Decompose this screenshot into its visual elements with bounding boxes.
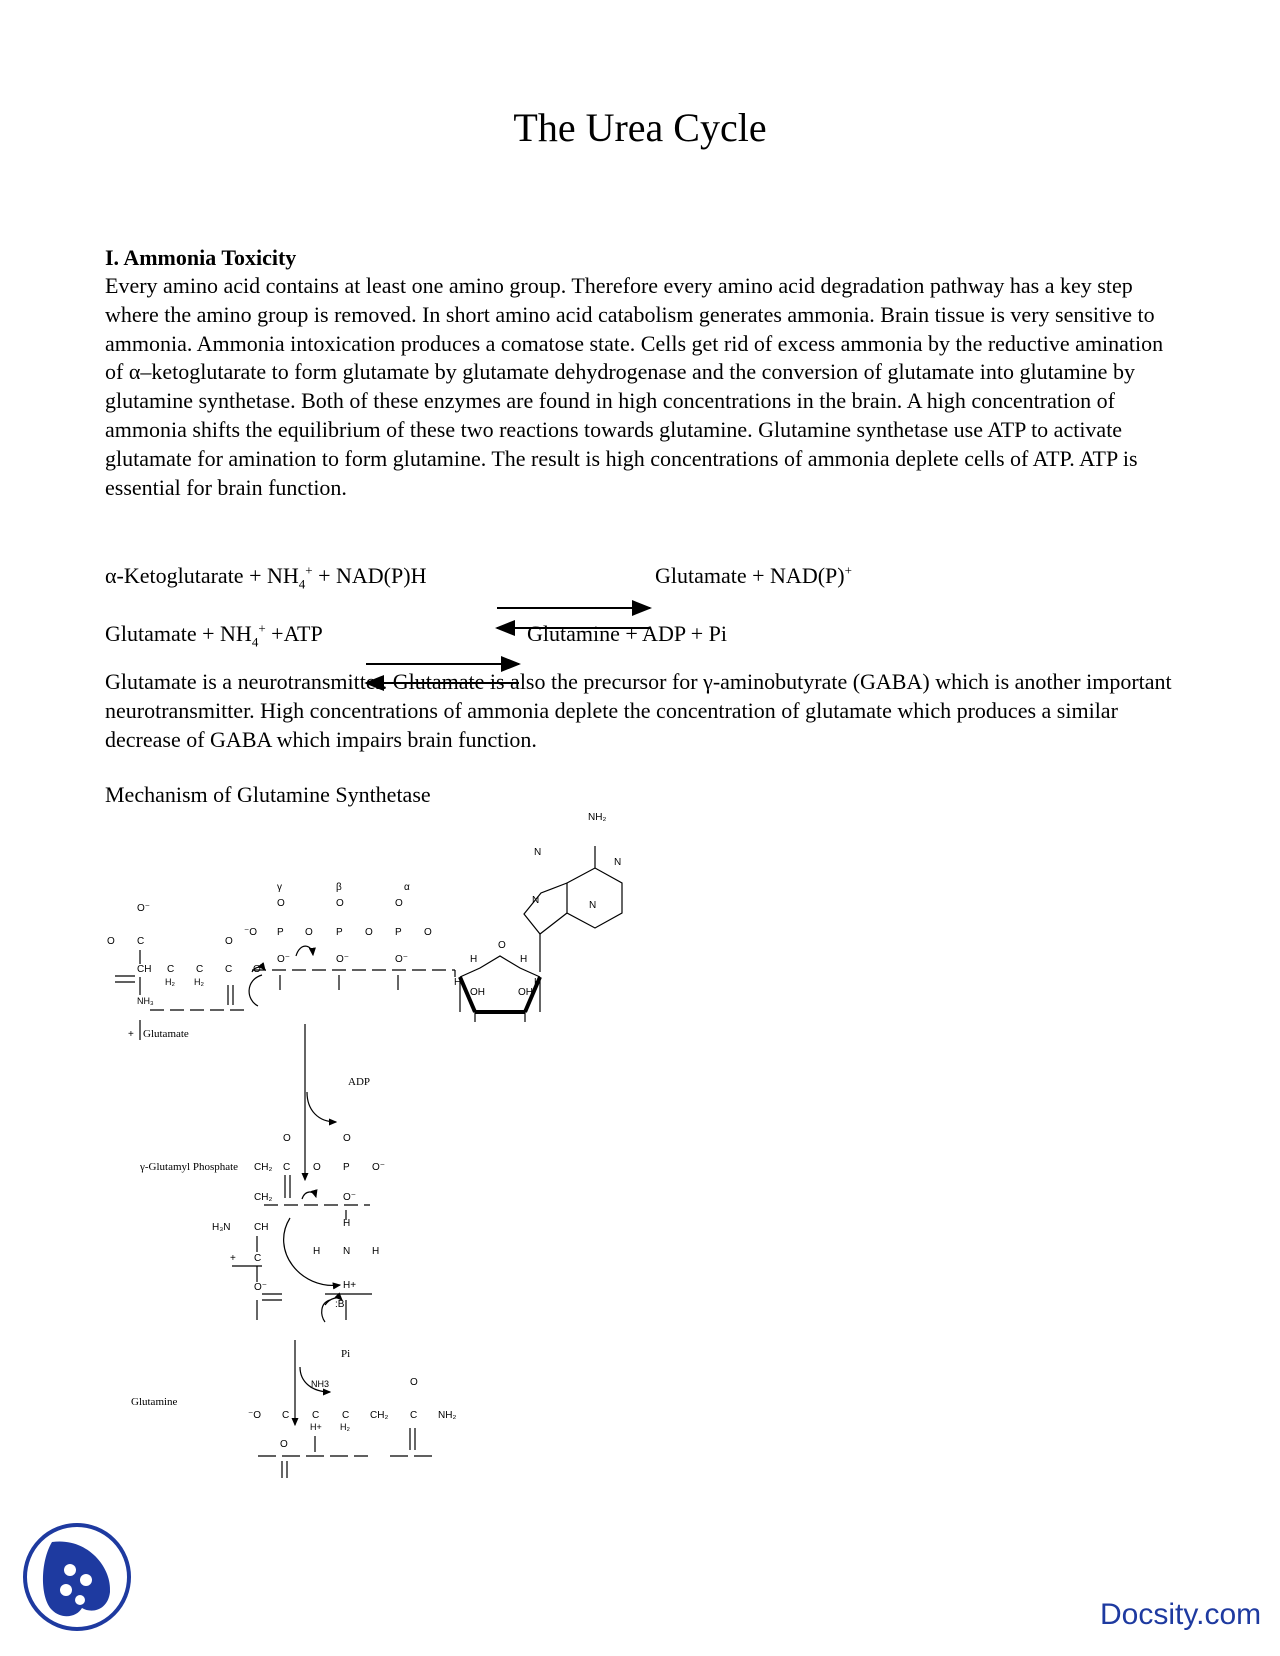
svg-text:H: H xyxy=(470,954,478,965)
equation-2-right: Glutamine + ADP + Pi xyxy=(527,621,728,646)
svg-text:P: P xyxy=(395,927,402,938)
svg-text:O⁻: O⁻ xyxy=(137,903,151,914)
svg-text:H: H xyxy=(372,1246,380,1257)
svg-text:O⁻: O⁻ xyxy=(343,1192,357,1203)
svg-text:O: O xyxy=(305,927,313,938)
label-base: :B xyxy=(335,1299,345,1310)
svg-text:O: O xyxy=(336,898,344,909)
svg-text:N: N xyxy=(589,900,597,911)
svg-text:CH₂: CH₂ xyxy=(254,1162,273,1173)
svg-text:O: O xyxy=(313,1162,321,1173)
svg-text:N: N xyxy=(343,1246,351,1257)
svg-text:O: O xyxy=(107,936,115,947)
equation-2-left: Glutamate + $NH_4^+ +ATP$ xyxy=(105,620,323,650)
label-beta: β xyxy=(336,882,342,893)
svg-text:C: C xyxy=(282,1410,290,1421)
svg-text:N: N xyxy=(614,857,622,868)
svg-text:CH₂: CH₂ xyxy=(254,1192,273,1203)
svg-text:O: O xyxy=(395,898,403,909)
svg-text:OH: OH xyxy=(470,987,485,998)
svg-text:H: H xyxy=(520,954,528,965)
svg-text:P: P xyxy=(343,1162,350,1173)
equation-1-right: Glutamate + NAD(P)+ xyxy=(655,562,852,588)
svg-text:H₂: H₂ xyxy=(165,977,175,987)
svg-text:P: P xyxy=(336,927,343,938)
svg-text:C: C xyxy=(196,964,204,975)
svg-text:C: C xyxy=(410,1410,418,1421)
svg-text:H: H xyxy=(343,1218,351,1229)
svg-text:O: O xyxy=(280,1439,288,1450)
svg-text:O: O xyxy=(343,1133,351,1144)
svg-text:O⁻: O⁻ xyxy=(277,954,291,965)
svg-text:O⁻: O⁻ xyxy=(336,954,350,965)
svg-text:CH: CH xyxy=(137,964,152,975)
svg-text:O: O xyxy=(365,927,373,938)
svg-text:O: O xyxy=(253,964,261,975)
svg-text:O: O xyxy=(283,1133,291,1144)
svg-text:O: O xyxy=(410,1377,418,1388)
svg-text:C: C xyxy=(283,1162,291,1173)
mechanism-heading: Mechanism of Glutamine Synthetase xyxy=(105,782,431,807)
paragraph-glutamate-neurotransmitter: Glutamate is a neurotransmitter. Glutamate is also the precursor for γ-aminobutyrate (GABA) which is another important neurotransmitter. High concentrations of ammonia deplete the concentration of glutamate which produces a similar decrease of GABA which impairs brain function. xyxy=(105,669,1172,752)
svg-text:C: C xyxy=(312,1410,320,1421)
svg-text:H+: H+ xyxy=(310,1422,322,1432)
svg-text:CH: CH xyxy=(254,1222,269,1233)
svg-text:⁻O: ⁻O xyxy=(244,927,258,938)
svg-text:C: C xyxy=(254,1253,262,1264)
paragraph-ammonia-toxicity: Every amino acid contains at least one amino group. Therefore every amino acid degradation pathway has a key step where the amino group is removed. In short amino acid catabolism generates ammonia. Brain tissue is very sensitive to ammonia. Ammonia intoxication produces a comatose state. Cells get rid of excess ammonia by the reductive amination of α–ketoglutarate to form glutamate by glutamate dehydrogenase and the conversion of glutamate into glutamine by glutamine synthetase. Both of these enzymes are found in high concentrations in the brain. A high concentration of ammonia shifts the equilibrium of these two reactions towards glutamine. Glutamine synthetase use ATP to activate glutamate for amination to form glutamine. The result is high concentrations of ammonia deplete cells of ATP. ATP is essential for brain function. xyxy=(105,273,1164,500)
svg-text:O: O xyxy=(498,940,506,951)
docsity-brand-text[interactable]: Docsity.com xyxy=(1100,1598,1262,1631)
label-gamma: γ xyxy=(277,882,282,893)
svg-text:NH₂: NH₂ xyxy=(438,1410,457,1421)
svg-text:H₃N: H₃N xyxy=(212,1222,231,1233)
svg-text:OH: OH xyxy=(518,987,533,998)
label-glutamyl-phosphate: γ-Glutamyl Phosphate xyxy=(140,1161,239,1173)
svg-text:+: + xyxy=(230,1253,236,1264)
svg-text:N: N xyxy=(534,847,542,858)
svg-text:H+: H+ xyxy=(343,1280,357,1291)
svg-text:N: N xyxy=(532,895,540,906)
svg-text:H: H xyxy=(454,977,462,988)
svg-text:O⁻: O⁻ xyxy=(254,1282,268,1293)
adenine-ring xyxy=(524,846,622,972)
svg-text:C: C xyxy=(137,936,145,947)
equation-1-left: α-Ketoglutarate + $NH_4^+ + NAD(P)H$ xyxy=(105,562,427,592)
svg-text:C: C xyxy=(167,964,175,975)
label-glutamine: Glutamine xyxy=(131,1396,178,1408)
svg-text:O: O xyxy=(225,936,233,947)
svg-text:H: H xyxy=(534,977,542,988)
svg-text:H₂: H₂ xyxy=(194,977,204,987)
label-glutamate: Glutamate xyxy=(143,1028,189,1040)
svg-text:O⁻: O⁻ xyxy=(395,954,409,965)
svg-text:NH₃: NH₃ xyxy=(137,996,154,1006)
label-nh2-adenine: NH₂ xyxy=(588,812,607,823)
svg-text:CH₂: CH₂ xyxy=(370,1410,389,1421)
section-heading-ammonia-toxicity: I. Ammonia Toxicity xyxy=(105,245,297,270)
label-pi: Pi xyxy=(341,1348,351,1360)
docsity-logo-icon xyxy=(22,1522,132,1632)
svg-text:H: H xyxy=(313,1246,321,1257)
svg-text:O: O xyxy=(424,927,432,938)
svg-text:C: C xyxy=(225,964,233,975)
svg-text:H₂: H₂ xyxy=(340,1422,350,1432)
svg-text:O⁻: O⁻ xyxy=(372,1162,386,1173)
svg-text:+: + xyxy=(128,1029,134,1040)
label-adp: ADP xyxy=(348,1076,371,1088)
document-title: The Urea Cycle xyxy=(513,105,767,150)
svg-text:⁻O: ⁻O xyxy=(248,1410,262,1421)
svg-text:O: O xyxy=(277,898,285,909)
label-alpha: α xyxy=(404,882,410,893)
label-nh3: NH3 xyxy=(311,1379,330,1389)
svg-text:C: C xyxy=(342,1410,350,1421)
svg-text:P: P xyxy=(277,927,284,938)
